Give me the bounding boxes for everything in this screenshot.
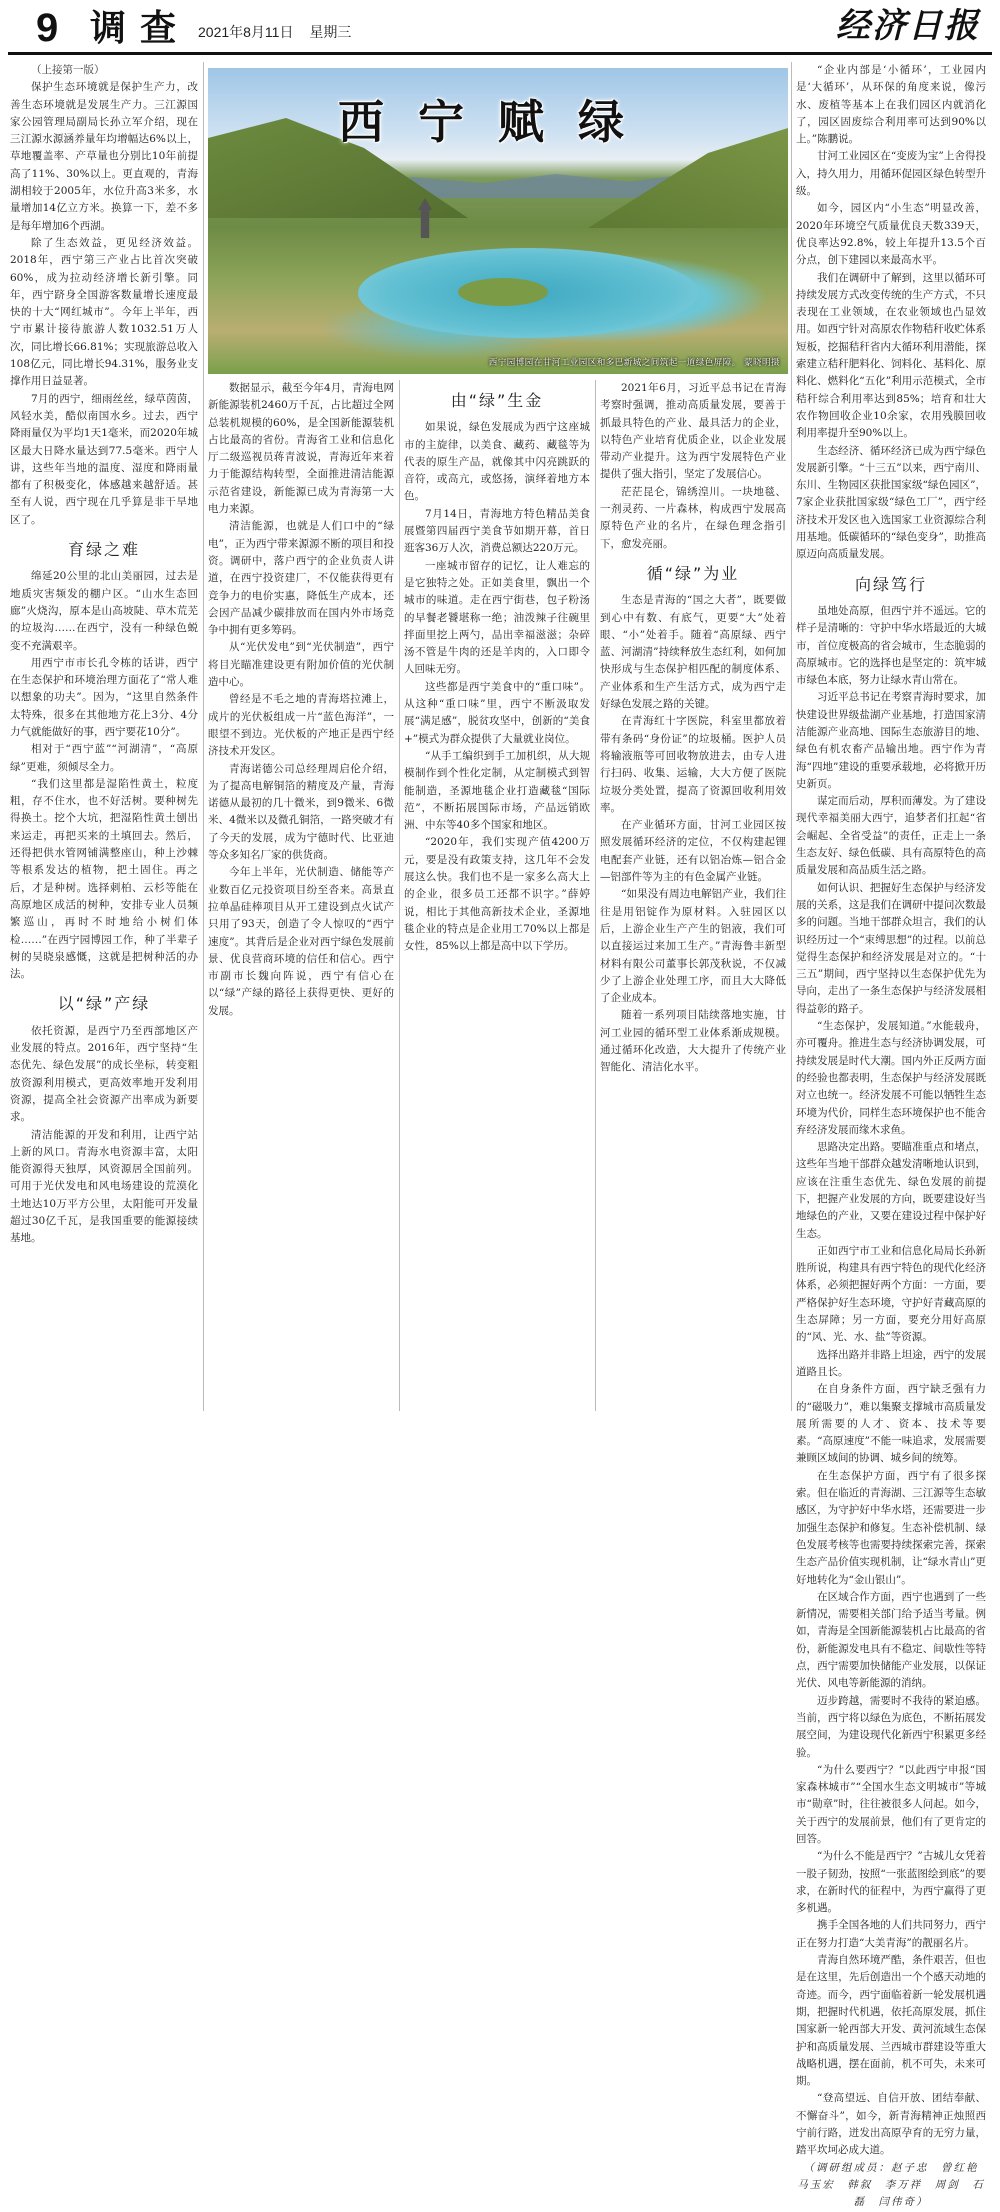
paragraph: 在自身条件方面，西宁缺乏强有力的“磁吸力”，难以集聚支撑城市高质量发展所需要的人才、资本、技术等要素。“高原速度”不能一味追求，发展需要兼顾区域间的协调、城乡间的统筹。: [796, 1383, 986, 1465]
paragraph: 在产业循环方面，甘河工业园区按照发展循环经济的定位，不仅构建起锂电配套产业链，还有以铝冶炼—铝合金—铝部件等为主的有色金属产业链。: [600, 819, 786, 884]
paragraph: “为什么要西宁？”以此西宁申报“国家森林城市”“全国水生态文明城市”等城市“勋章”时，往往被很多人问起。如今，关于西宁的发展前景，他们有了更肯定的回答。: [796, 1763, 986, 1845]
paragraph: 青海自然环境严酷，条件艰苦，但也是在这里，先后创造出一个个感天动地的奇迹。而今，西宁面临着新一轮发展机遇期，把握时代机遇，依托高原发展，抓住国家新一轮西部大开发、黄河流域生态保护和高质量发展、兰西城市群建设等重大战略机遇，摆在面前，机不可失，未来可期。: [796, 1954, 986, 2088]
paragraph: 思路决定出路。要瞄准重点和堵点，这些年当地干部群众越发清晰地认识到，应该在注重生态优先、绿色发展的前提下，把握产业发展的方向，既要建设好当地绿色的产业，又要在建设过程中保护好生态。: [796, 1141, 986, 1240]
section-heading-yilv: 以“绿”产绿: [57, 994, 151, 1014]
paragraph: 如今，园区内“小生态”明显改善，2020年环境空气质量优良天数339天，优良率达92.8%，较上年提升13.5个百分点，创下建园以来最高水平。: [796, 202, 986, 267]
continuation-note: （上接第一版）: [31, 64, 105, 76]
paragraph: 除了生态效益，更见经济效益。2018年，西宁第三产业占比首次突破60%，成为拉动经济增长新引擎。同年，西宁跻身全国游客数量增长速度最快的十大“网红城市”。今年上半年，西宁市累计接待旅游人数1032.51万人次，同比增长66.81%；实现旅游总收入108亿元，同比增长94.31%，服务业支撑作用日益显著。: [10, 236, 198, 388]
paragraph: 从“光伏发电”到“光伏制造”，西宁将目光瞄准建设更有附加价值的光伏制造中心。: [208, 641, 394, 689]
paragraph: 今年上半年，光伏制造、储能等产业数百亿元投资项目纷至沓来。高景直拉单晶硅棒项目从开工建设到点火试产只用了93天，创造了令人惊叹的“西宁速度”。其背后是企业对西宁绿色发展前景、优良营商环境的信任和信心。西宁市副市长魏向阵说，西宁有信心在以“绿”产绿的路径上获得更快、更好的发展。: [208, 866, 394, 1017]
page-number: 9: [36, 6, 59, 50]
paragraph: “企业内部是‘小循环’，工业园内是‘大循环’，从环保的角度来说，像污水、废植等基本上在我们园区内就消化了，园区固废综合利用率可达到90%以上。”陈鹏说。: [796, 64, 986, 146]
paragraph: 一座城市留存的记忆，让人难忘的是它独特之处。正如美食里，飘出一个城市的味道。走在西宁街巷，包子粉汤的早餐老饕堪称一绝；油泼辣子往碗里拌面里挖上两勺，品出幸福滋滋；杂碎汤不管是牛肉的还是羊肉的，入口即令人回味无穷。: [404, 559, 590, 676]
paragraph: “登高望远、自信开放、团结奉献、不懈奋斗”，如今，新青海精神正烛照西宁前行路，迸发出高原孕育的无穷力量，踏平坎坷必成大道。: [796, 2092, 986, 2157]
paragraph: “为什么不能是西宁？”古城儿女凭着一股子韧劲，按照“一张蓝图绘到底”的要求，在新时代的征程中，为西宁赢得了更多机遇。: [796, 1850, 986, 1915]
paragraph: 茫茫昆仑，锦绣湟川。一块地毯、一剂灵药、一片森林，构成西宁发展高原特色产业的名片，在绿色理念指引下，愈发亮丽。: [600, 485, 786, 550]
photo-caption: 西宁园博园在甘河工业园区和多巴新城之间筑起一道绿色屏障。 蒙晓明摄: [488, 358, 780, 368]
paragraph: 青海诺德公司总经理周启伦介绍，为了提高电解铜箔的精度及产量，青海诺德从最初的几十微米，到9微米、6微米、4微米以及微孔铜箔，一路突破才有了今天的发展，成为宁德时代、比亚迪等众多知名厂家的供货商。: [208, 762, 394, 862]
paragraph: 依托资源，是西宁乃至西部地区产业发展的特点。2016年，西宁坚持“生态优先、绿色发展”的成长坐标，转变粗放资源利用模式，更高效率地开发利用资源，提高全社会资源产出率成为新要求。: [10, 1024, 198, 1124]
column-divider: [791, 62, 792, 1411]
paragraph: 曾经是不毛之地的青海塔拉滩上，成片的光伏板组成一片“蓝色海洋”，一眼望不到边。光伏板的产地正是西宁经济技术开发区。: [208, 693, 394, 758]
paragraph: 7月的西宁，细雨丝丝，绿草茵茵，风轻水美，酷似南国水乡。过去，西宁降雨量仅为平均1天1毫米，而2020年城区最大日降水量达到77.5毫米。西宁人讲，这些年当地的温度、湿度和降雨量都有了积极变化，体感越来越舒适。甚至有人说，西宁现在几乎算是非干旱地区了。: [10, 392, 198, 526]
paragraph: 如何认识、把握好生态保护与经济发展的关系，这是我们在调研中提问次数最多的问题。当地干部群众坦言，我们的认识经历过一个“束缚思想”的过程。以前总觉得生态保护和经济发展是对立的。“十三五”期间，西宁坚持以生态保护优先为导向，走出了一条生态保护与经济发展相得益彰的路子。: [796, 881, 986, 1015]
research-team-byline: （调研组成员：赵子忠 曾红艳 马玉宏 韩叙 李万祥 周剑 石磊 闫伟奇）: [797, 2161, 991, 2209]
column-divider: [399, 380, 400, 1411]
paragraph: 正如西宁市工业和信息化局局长孙新胜所说，构建具有西宁特色的现代化经济体系，必须把握好两个方面：一方面，要严格保护好生态环境，守护好青藏高原的生态屏障；另一方面，要充分用好高原的“风、光、水、盐”等资源。: [796, 1244, 986, 1344]
paragraph: 相对于“西宁蓝”“河湖清”，“高原绿”更难，须倾尽全力。: [10, 743, 198, 773]
paragraph: 绵延20公里的北山美丽园，过去是地质灾害频发的棚户区。“山水生态回廊”火烧沟，原本是山高坡陡、草木荒芜的垃圾沟……在西宁，没有一种绿色蜕变不充满艰辛。: [10, 570, 198, 652]
column-5: [796, 62, 991, 2209]
paragraph: 我们在调研中了解到，这里以循环可持续发展方式改变传统的生产方式，不只表现在工业领域，在农业领域也凸显效用。如西宁针对高原农作物秸秆收贮体系短板，挖掘秸秆省内大循环利用潜能，探索建立秸秆肥料化、饲料化、基料化、原料化、燃料化“五化”利用示范模式，全市秸秆综合利用率达到85%；培育和壮大农作物回收企业10余家，农用残膜回收利用率提升至90%以上。: [796, 271, 986, 440]
paragraph: 在青海红十字医院，科室里都放着带有条码“身份证”的垃圾桶。医护人员将输液瓶等可回收物放进去，由专人进行扫码、收集、运输，大大方便了医院垃圾分类处置，提高了资源回收利用效率。: [600, 715, 786, 814]
landscape-photo: [208, 68, 788, 374]
paragraph: 携手全国各地的人们共同努力，西宁正在努力打造“大美青海”的靓丽名片。: [796, 1919, 986, 1949]
paragraph: “从手工编织到手工加机织，从大规模制作到个性化定制，从定制模式到智能制造，圣源地毯企业打造藏毯“国际范”，不断拓展国际市场，产品远销欧洲、中东等40多个国家和地区。: [404, 749, 590, 832]
article-headline: 西宁赋绿: [338, 95, 658, 149]
newspaper-logo: 经济日报: [836, 6, 980, 46]
section-title: 调查: [90, 7, 191, 49]
issue-weekday: 星期三: [309, 24, 352, 40]
paragraph: “我们这里都是湿陷性黄土，粒度粗，存不住水，也不好活树。要种树先得换土。挖个大坑，把湿陷性黄土刨出来运走，再把买来的土填回去。然后，还得把供水管网铺满整座山，种上沙棘等根系发达的植物，把土固住。再之后，才是种树。选择刺柏、云杉等能在高原地区成活的树种，安排专业人员频繁巡山，再时不时地给小树们体检……”在西宁园博园工作，种了半辈子树的吴晓泉感慨，这就是把树种活的办法。: [10, 777, 198, 981]
island-shape: [458, 278, 548, 306]
paragraph: 谋定而后动，厚积而薄发。为了建设现代幸福美丽大西宁，追梦者们扛起“省会崛起、全省受益”的责任，正走上一条生态友好、绿色低碳、具有高原特色的高质量发展和高品质生活之路。: [796, 795, 986, 877]
column-divider: [595, 380, 596, 1411]
paragraph: 生态是青海的“国之大者”，既要做到心中有数、有底气，更要“大”处着眼、“小”处着手。随着“高原绿、西宁蓝、河湖清”持续释放生态红利，如何加快形成与生态保护相匹配的制度体系、产业体系和生产生活方式，成为西宁走好绿色发展之路的关键。: [600, 594, 786, 711]
column-3: [404, 380, 590, 1410]
paragraph: 数据显示，截至今年4月，青海电网新能源装机2460万千瓦，占比超过全网总装机规模的60%，是全国新能源装机占比最高的省份。青海省工业和信息化厅二级巡视员蒋青波说，青海近年来着力于能源结构转型，全面推进清洁能源示范省建设，新能源已成为青海第一大电力来源。: [208, 382, 394, 516]
paragraph: 迈步跨越，需要时不我待的紧迫感。当前，西宁将以绿色为底色，不断拓展发展空间，为建设现代化新西宁积累更多经验。: [796, 1694, 986, 1759]
column-1: [10, 62, 198, 1412]
paragraph: 清洁能源，也就是人们口中的“绿电”，正为西宁带来源源不断的项目和投资。调研中，落户西宁的企业负责人讲道，在西宁投资建厂，不仅能获得更有竞争力的电价实惠，降低生产成本，还会因产品减少碳排放而在国内外市场竞争中拥有更多筹码。: [208, 520, 394, 637]
paragraph: “2020年，我们实现产值4200万元，要是没有政策支持，这几年不会发展这么快。我们也不是一家多么高大上的企业，很多员工还都不识字。”薛婷说，相比于其他高新技术企业，圣源地毯企业的特点是企业用工70%以上都是女性，85%以上都是高中以下学历。: [404, 836, 590, 953]
masthead: [0, 0, 1000, 54]
paragraph: 保护生态环境就是保护生产力，改善生态环境就是发展生产力。三江源国家公园管理局副局长孙立军介绍，现在三江源水源涵养量年均增幅达6%以上，草地覆盖率、产草量也分别比10年前提高了11%、30%以上。更直观的，青海湖相较于2005年，水位升高3米多，水量增加14亿立方米。换算一下，差不多是每年增加6个西湖。: [10, 81, 198, 232]
paragraph: 7月14日，青海地方特色精品美食展暨第四届西宁美食节如期开幕，首日逛客36万人次，消费总额达220万元。: [404, 507, 590, 555]
paragraph: 随着一系列项目陆续落地实施，甘河工业园的循环型工业体系渐成规模。通过循环化改造，大大提升了传统产业智能化、清洁化水平。: [600, 1009, 786, 1074]
section-heading-weiye: 循“绿”为业: [646, 563, 740, 583]
paragraph: 生态经济、循环经济已成为西宁绿色发展新引擎。“十三五”以来，西宁南川、东川、生物园区获批国家级“绿色园区”，7家企业获批国家级“绿色工厂”，西宁经济技术开发区也入选国家工业资源综合利用基地。低碳循环的“绿色变身”，助推高原迈向高质量发展。: [796, 444, 986, 561]
dateline: [198, 22, 351, 42]
column-4: [600, 380, 786, 1410]
paragraph: “如果没有周边电解铝产业，我们往往是用铝锭作为原材料。入驻园区以后，上游企业生产产生的铝液，我们可以直接运过来加工生产。”青海鲁丰新型材料有限公司董事长郭茂秋说，不仅减少了上游企业处理工序，而且大大降低了企业成本。: [600, 888, 786, 1005]
paragraph: “生态保护，发展知道。”水能载舟，亦可覆舟。推进生态与经济协调发展，可持续发展是时代大潮。国内外正反两方面的经验也都表明，生态保护与经济发展既对立也统一。经济发展不可能以牺牲生态环境为代价，同样生态环境保护也不能舍弃经济发展而缘木求鱼。: [796, 1020, 986, 1136]
section-heading-shengjin: 由“绿”生金: [450, 391, 544, 410]
masthead-rule: [8, 52, 992, 55]
column-divider: [203, 62, 204, 1411]
section-heading-duxing: 向绿笃行: [854, 574, 927, 594]
paragraph: 在区域合作方面，西宁也遇到了一些新情况，需要相关部门给予适当考量。例如，青海是全国新能源装机占比最高的省份，新能源发电具有不稳定、间歇性等特点，西宁需要加快储能产业发展，以保证光伏、风电等新能源的消纳。: [796, 1590, 986, 1690]
paragraph: 习近平总书记在考察青海时要求，加快建设世界级盐湖产业基地，打造国家清洁能源产业高地、国际生态旅游目的地、绿色有机农畜产品输出地。西宁作为青海“四地”建设的重要承载地，必将掀开历史新页。: [796, 691, 986, 790]
issue-date: 2021年8月11日: [198, 24, 294, 40]
paragraph: 2021年6月，习近平总书记在青海考察时强调，推动高质量发展，要善于抓最具特色的产业、最具活力的企业，以特色产业培育优质企业，以企业发展带动产业提升。这为西宁发展特色产业提供了强大指引，坚定了发展信心。: [600, 382, 786, 481]
paragraph: 甘河工业园区在“变废为宝”上舍得投入，持久用力，用循环促园区绿色转型升级。: [796, 150, 986, 198]
section-heading-yulv: 育绿之难: [67, 540, 140, 560]
paragraph: 用西宁市市长孔令栋的话讲，西宁在生态保护和环境治理方面花了“常人难以想象的功夫”。因为，“这里自然条件太特殊，很多在其他地方花上3分、4分力气就能做好的事，西宁要花10分”。: [10, 656, 198, 738]
paragraph: 选择出路并非路上坦途，西宁的发展道路且长。: [796, 1348, 986, 1378]
paragraph: 这些都是西宁美食中的“重口味”。从这种“重口味”里，西宁不断汲取发展“满足感”，脱贫攻坚中，创新的“美食+”模式为群众提供了大量就业岗位。: [404, 680, 590, 745]
column-2: [208, 380, 394, 1410]
paragraph: 在生态保护方面，西宁有了很多探索。但在临近的青海湖、三江源等生态敏感区，为守护好中华水塔，还需要进一步加强生态保护和修复。生态补偿机制、绿色发展考核等也需要持续探索完善，探索生态产品价值实现机制，让“绿水青山”更好地转化为“金山银山”。: [796, 1469, 986, 1586]
paragraph: 如果说，绿色发展成为西宁这座城市的主旋律，以美食、藏药、藏毯等为代表的原生产品，就像其中闪亮跳跃的音符，或高亢，或悠扬，演绎着地方本色。: [404, 421, 590, 503]
paragraph: 清洁能源的开发和利用，让西宁站上新的风口。青海水电资源丰富，太阳能资源得天独厚，风资源居全国前列。可用于光伏发电和风电场建设的荒漠化土地达10万平方公里，太阳能可开发量超过30亿千瓦，是我国重要的能源接续基地。: [10, 1128, 198, 1245]
paragraph: 虽地处高原，但西宁并不遥远。它的样子是清晰的：守护中华水塔最近的大城市，首位度极高的省会城市，生态脆弱的高原城市。它的选择也是坚定的：筑牢城市绿色本底，努力让绿水青山常在。: [796, 604, 986, 687]
